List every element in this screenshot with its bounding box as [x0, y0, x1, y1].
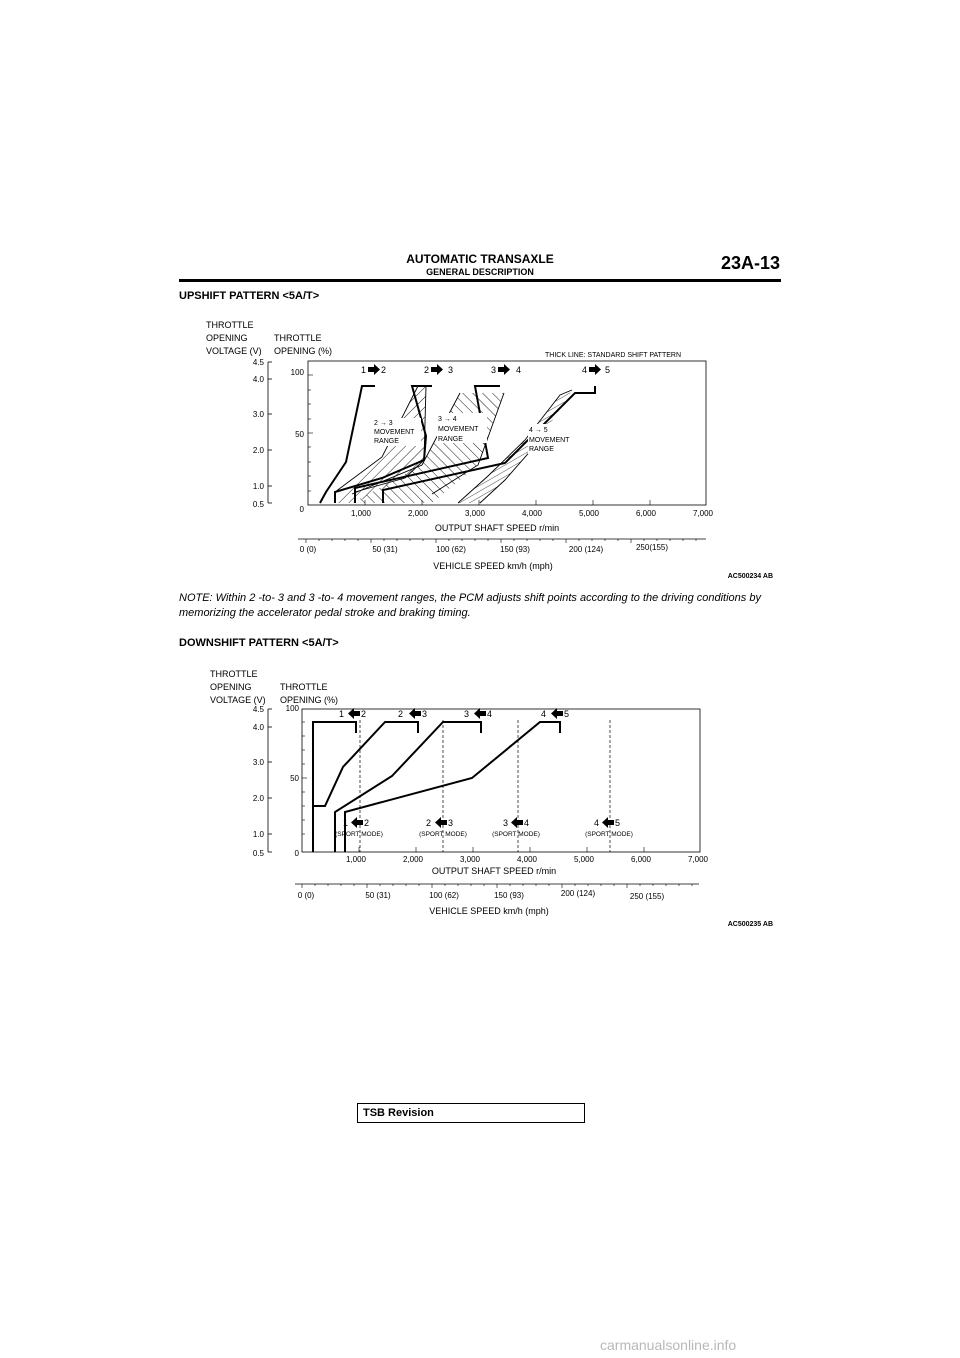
up-shift-to: 2: [381, 365, 387, 375]
up-speed-tick: 50 (31): [372, 545, 398, 554]
dn-shift-from: 3: [464, 709, 470, 719]
up-vtick: 1.0: [252, 482, 264, 491]
dn-arrow-icon: [409, 708, 421, 719]
up-shift-from: 3: [491, 365, 497, 375]
dn-rpm-tick: 6,000: [630, 855, 652, 864]
up-vtick: 3.0: [252, 410, 264, 419]
up-rpm-axis-label: OUTPUT SHAFT SPEED r/min: [434, 523, 560, 533]
dn-sport-arrow-icon: [351, 817, 363, 828]
up-range-title: 2 → 3: [374, 420, 393, 427]
up-voltage-label-3: VOLTAGE (V): [206, 346, 262, 356]
up-otick: 100: [290, 368, 304, 377]
dn-sport-arrow-icon: [435, 817, 447, 828]
dn-rpm-tick: 4,000: [516, 855, 538, 864]
dn-arrow-icon: [474, 708, 486, 719]
dn-sport-mode: (SPORT MODE): [335, 831, 383, 838]
dn-sport-mode: (SPORT MODE): [585, 831, 633, 838]
up-shift-to: 4: [516, 365, 522, 375]
dn-rpm-tick: 7,000: [687, 855, 709, 864]
up-shift-to: 5: [605, 365, 611, 375]
dn-arrow-icon: [551, 708, 563, 719]
dn-arrow-icon: [348, 708, 360, 719]
up-rpm-tick: 1,000: [350, 509, 372, 518]
dn-opening-label-1: THROTTLE: [280, 682, 328, 692]
up-speed-tick: 250(155): [635, 543, 669, 552]
up-shift-from: 1: [361, 365, 367, 375]
dn-vtick: 4.0: [252, 723, 264, 732]
up-voltage-label-1: THROTTLE: [206, 320, 254, 330]
downshift-heading: DOWNSHIFT PATTERN <5A/T>: [179, 637, 339, 649]
dn-rpm-axis-label: OUTPUT SHAFT SPEED r/min: [431, 866, 557, 876]
up-otick: 50: [295, 430, 304, 439]
up-rpm-tick: 5,000: [578, 509, 600, 518]
up-vtick: 4.0: [252, 375, 264, 384]
up-range-line2: RANGE: [529, 446, 554, 453]
up-range-line1: MOVEMENT: [374, 429, 415, 436]
up-speed-axis-label: VEHICLE SPEED km/h (mph): [433, 561, 553, 571]
downshift-diagram: [210, 669, 773, 928]
dn-speed-tick: 50 (31): [365, 891, 391, 900]
up-voltage-label-2: OPENING: [206, 333, 248, 343]
up-speed-tick: 100 (62): [436, 545, 466, 554]
up-shift-to: 3: [448, 365, 454, 375]
upshift-heading: UPSHIFT PATTERN <5A/T>: [179, 290, 320, 302]
up-rpm-tick: 4,000: [521, 509, 543, 518]
up-speed-tick: 0 (0): [299, 545, 317, 554]
up-arrow-icon: [498, 364, 510, 375]
dn-sport-to: 5: [615, 818, 621, 828]
dn-voltage-label-1: THROTTLE: [210, 669, 258, 679]
dn-shift-to: 3: [422, 709, 428, 719]
dn-sport-mode: (SPORT MODE): [419, 831, 467, 838]
up-rpm-tick: 3,000: [464, 509, 486, 518]
up-speed-tick: 200 (124): [568, 545, 604, 554]
up-shift-from: 2: [424, 365, 430, 375]
dn-sport-to: 2: [364, 818, 370, 828]
dn-vtick: 2.0: [252, 794, 264, 803]
dn-shift-from: 4: [541, 709, 547, 719]
dn-sport-mode: (SPORT MODE): [492, 831, 540, 838]
dn-figure-id: AC500235 AB: [727, 921, 773, 928]
dn-shift-to: 5: [564, 709, 570, 719]
dn-sport-to: 3: [448, 818, 454, 828]
section-code: 23A-13: [720, 253, 780, 273]
up-rpm-tick: 2,000: [407, 509, 429, 518]
dn-speed-tick: 200 (124): [560, 889, 596, 898]
dn-rpm-tick: 2,000: [402, 855, 424, 864]
dn-speed-axis-label: VEHICLE SPEED km/h (mph): [429, 906, 549, 916]
up-arrow-icon: [589, 364, 601, 375]
dn-opening-label-2: OPENING (%): [280, 695, 339, 705]
dn-sport-arrow-icon: [602, 817, 614, 828]
dn-speed-tick: 250 (155): [629, 892, 665, 901]
dn-sport-from: 1: [343, 818, 349, 828]
up-range-title: 4 → 5: [529, 427, 548, 434]
up-range-line2: RANGE: [438, 436, 463, 443]
dn-rpm-tick: 3,000: [459, 855, 481, 864]
up-shift-from: 4: [582, 365, 588, 375]
dn-sport-to: 4: [524, 818, 530, 828]
dn-shift-from: 2: [398, 709, 404, 719]
dn-vtick: 4.5: [252, 705, 264, 714]
dn-rpm-tick: 1,000: [345, 855, 367, 864]
up-vtick: 2.0: [252, 446, 264, 455]
dn-otick: 100: [285, 704, 299, 713]
up-opening-label-2: OPENING (%): [274, 346, 333, 356]
note-text: NOTE: Within 2 -to- 3 and 3 -to- 4 movement ranges, the PCM adjusts shift points according to the driving conditions by memorizing the accelerator pedal stroke and braking timing.: [179, 592, 761, 619]
up-opening-label-1: THROTTLE: [274, 333, 322, 343]
dn-sport-from: 4: [594, 818, 600, 828]
up-vtick: 0.5: [252, 500, 264, 509]
dn-vtick: 1.0: [252, 830, 264, 839]
up-range-title: 3 → 4: [438, 416, 457, 423]
dn-voltage-label-2: OPENING: [210, 682, 252, 692]
up-arrow-icon: [431, 364, 443, 375]
up-vtick: 4.5: [252, 358, 264, 367]
dn-sport-arrow-icon: [511, 817, 523, 828]
dn-otick: 50: [290, 774, 299, 783]
dn-shift-from: 1: [339, 709, 345, 719]
dn-sport-from: 3: [503, 818, 509, 828]
dn-shift-to: 2: [361, 709, 367, 719]
dn-shift-to: 4: [487, 709, 493, 719]
up-legend-note: THICK LINE: STANDARD SHIFT PATTERN: [545, 352, 681, 359]
dn-sport-from: 2: [426, 818, 432, 828]
up-range-line1: MOVEMENT: [529, 437, 570, 444]
up-range-line2: RANGE: [374, 438, 399, 445]
dn-vtick: 3.0: [252, 758, 264, 767]
dn-speed-tick: 0 (0): [297, 891, 315, 900]
dn-vtick: 0.5: [252, 849, 264, 858]
dn-voltage-label-3: VOLTAGE (V): [210, 695, 266, 705]
page-header-subtitle: GENERAL DESCRIPTION: [426, 267, 534, 277]
watermark: carmanualsonline.info: [600, 1337, 737, 1353]
up-range-line1: MOVEMENT: [438, 426, 479, 433]
page-header-title: AUTOMATIC TRANSAXLE: [406, 252, 554, 266]
up-rpm-tick: 6,000: [635, 509, 657, 518]
up-speed-tick: 150 (93): [500, 545, 530, 554]
tsb-revision-box: TSB Revision: [357, 1103, 585, 1123]
dn-speed-tick: 100 (62): [429, 891, 459, 900]
up-otick: 0: [299, 505, 304, 514]
up-rpm-tick: 7,000: [692, 509, 714, 518]
dn-rpm-tick: 5,000: [573, 855, 595, 864]
dn-otick: 0: [294, 849, 299, 858]
dn-speed-tick: 150 (93): [494, 891, 524, 900]
up-arrow-icon: [368, 364, 380, 375]
up-figure-id: AC500234 AB: [727, 573, 773, 580]
